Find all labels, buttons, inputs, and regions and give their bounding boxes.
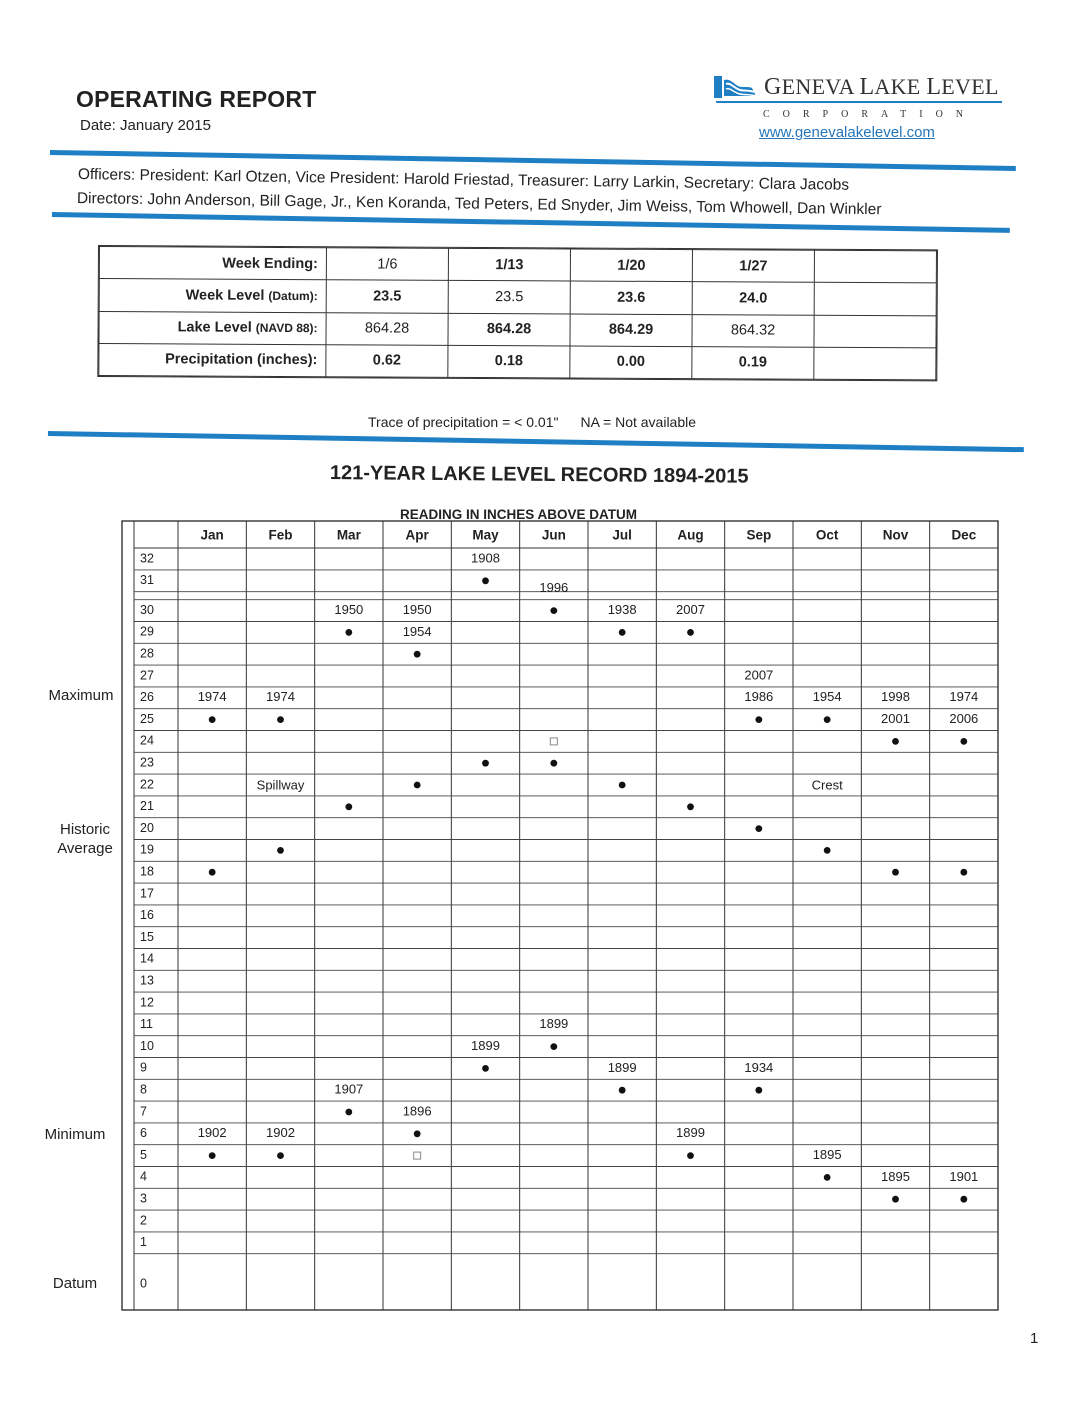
y-tick-label: 16 — [140, 908, 154, 923]
historic-average-point — [824, 847, 831, 854]
month-header: Oct — [815, 527, 839, 543]
table-cell: 1/20 — [570, 249, 692, 282]
minimum-point — [550, 1043, 557, 1050]
maximum-point — [824, 716, 831, 723]
maximum-point — [277, 716, 284, 723]
company-name-part-2: AKE — [874, 74, 927, 99]
month-header: Jul — [612, 527, 632, 543]
table-cell: 23.5 — [326, 280, 448, 313]
table-cell: 864.28 — [448, 313, 570, 346]
maximum-point — [687, 629, 694, 636]
y-tick-label: 11 — [140, 1017, 153, 1032]
minimum-point — [755, 1087, 762, 1094]
month-header: Aug — [677, 527, 704, 543]
y-tick-label: 14 — [140, 951, 154, 966]
y-tick-label: 20 — [140, 820, 154, 835]
historic-average-point — [414, 782, 421, 789]
y-tick-label: 4 — [140, 1169, 147, 1184]
minimum-point — [414, 1130, 421, 1137]
historic-average-point — [619, 782, 626, 789]
historic-average-point — [550, 760, 557, 767]
directors-line: Directors: John Anderson, Bill Gage, Jr., Ken Koranda, Ted Peters, Ed Snyder, Jim Weiss, Tom Whowell, Dan Winkler — [76, 190, 882, 219]
precipitation-label: Precipitation (inches): — [99, 343, 326, 376]
minimum-year-label: 1899 — [607, 1059, 637, 1075]
minimum-year-label: 1901 — [949, 1168, 979, 1184]
company-name-part-3: EVEL — [941, 74, 999, 99]
week-level-unit: (Datum): — [268, 288, 318, 304]
historic-average-point — [892, 869, 899, 876]
minimum-year-label: 1896 — [402, 1103, 432, 1119]
table-cell: 0.18 — [448, 345, 570, 378]
minimum-year-label: 1899 — [539, 1016, 569, 1032]
maximum-year-label: 1938 — [607, 602, 637, 618]
y-tick-label: 25 — [140, 711, 154, 726]
table-cell: 0.19 — [692, 346, 814, 379]
minimum-year-label: 1899 — [676, 1125, 705, 1141]
y-tick-label: 6 — [140, 1126, 147, 1141]
table-cell: 1/27 — [692, 250, 814, 283]
chart-frame — [122, 521, 998, 1310]
maximum-year-label: 2001 — [881, 711, 910, 727]
minimum-point — [277, 1152, 284, 1159]
y-tick-label: 32 — [140, 551, 154, 566]
maximum-year-label: 1998 — [881, 689, 910, 705]
y-tick-label: 8 — [140, 1082, 147, 1097]
maximum-year-label: 1950 — [402, 602, 432, 618]
y-tick-label: 17 — [140, 886, 154, 901]
lake-level-unit: (NAVD 88): — [255, 320, 318, 336]
minimum-point — [209, 1152, 216, 1159]
table-cell: 23.5 — [448, 281, 570, 314]
minimum-point — [824, 1174, 831, 1181]
maximum-point — [482, 577, 489, 584]
maximum-point — [619, 629, 626, 636]
maximum-point — [960, 738, 967, 745]
minimum-year-label: 1895 — [812, 1147, 842, 1163]
maximum-year-label: 1974 — [197, 689, 227, 705]
y-tick-label: 3 — [140, 1191, 147, 1206]
y-tick-label: 19 — [140, 842, 154, 857]
minimum-year-label: 1934 — [744, 1059, 774, 1075]
y-tick-label: 18 — [140, 864, 154, 879]
company-name-initial-l2: L — [926, 74, 942, 100]
week-level-label-text: Week Level — [185, 287, 265, 304]
y-tick-label: 2 — [140, 1213, 147, 1228]
month-header: May — [472, 527, 499, 543]
historic-average-point — [687, 803, 694, 810]
month-header: Sep — [746, 527, 772, 543]
month-header: Feb — [268, 527, 293, 543]
historic-label: Historic — [59, 821, 110, 838]
y-tick-label: 10 — [140, 1038, 154, 1053]
y-tick-label: 26 — [140, 690, 154, 705]
y-tick-label: 24 — [140, 733, 154, 748]
historic-average-point — [345, 803, 352, 810]
minimum-year-label: 1902 — [266, 1125, 295, 1141]
historic-average-point — [960, 869, 967, 876]
minimum-point — [482, 1065, 489, 1072]
y-tick-label: 12 — [140, 995, 154, 1010]
y-tick-label: 29 — [140, 624, 154, 639]
company-name-initial-l1: L — [859, 74, 875, 100]
maximum-point — [755, 716, 762, 723]
maximum-point — [892, 738, 899, 745]
maximum-year-label: 1986 — [744, 689, 774, 705]
maximum-year-label: 2007 — [744, 667, 774, 683]
y-tick-label: 0 — [140, 1276, 147, 1291]
report-title: OPERATING REPORT — [76, 86, 317, 112]
y-tick-label: 27 — [140, 668, 154, 683]
maximum-year-label: 1954 — [402, 623, 432, 639]
officers-line: Officers: President: Karl Otzen, Vice President: Harold Friestad, Treasurer: Larry Larkin, Secretary: Clara Jacobs — [77, 166, 850, 194]
maximum-year-label: 2007 — [676, 602, 705, 618]
minimum-point — [960, 1196, 967, 1203]
minimum-point — [687, 1152, 694, 1159]
minimum-label: Minimum — [44, 1126, 106, 1143]
na-note: NA = Not available — [580, 414, 697, 430]
minimum-point — [345, 1109, 352, 1116]
historic-average-point — [482, 760, 489, 767]
month-header: Jan — [200, 527, 224, 543]
maximum-point — [345, 629, 352, 636]
y-tick-label: 23 — [140, 755, 154, 770]
maximum-point — [550, 607, 557, 614]
website-link[interactable]: www.genevalakelevel.com — [759, 124, 935, 141]
week-ending-label: Week Ending: — [99, 247, 326, 280]
y-tick-label: 22 — [140, 777, 154, 792]
maximum-year-label: 1996 — [539, 580, 569, 596]
y-tick-label: 13 — [140, 973, 154, 988]
maximum-point — [414, 651, 421, 658]
table-cell: 864.29 — [570, 313, 692, 346]
y-tick-label: 30 — [140, 602, 154, 617]
maximum-year-label: 1908 — [471, 550, 500, 566]
table-cell: 0.00 — [570, 346, 692, 379]
annotation-label: Crest — [811, 777, 843, 793]
minimum-year-label: 1899 — [471, 1038, 500, 1054]
table-cell: 0.62 — [326, 344, 448, 377]
month-header: Jun — [541, 527, 566, 543]
table-cell: 24.0 — [692, 282, 814, 315]
month-header: Apr — [405, 527, 429, 543]
current-reading-marker — [550, 738, 557, 745]
minimum-year-label: 1907 — [334, 1081, 364, 1097]
month-header: Nov — [882, 527, 909, 543]
table-cell: 1/13 — [448, 248, 570, 281]
maximum-year-label: 1954 — [812, 689, 842, 705]
annotation-label: Spillway — [256, 777, 305, 793]
historic-average-point — [755, 825, 762, 832]
current-reading-marker — [414, 1152, 421, 1159]
month-header: Mar — [336, 527, 361, 543]
y-tick-label: 5 — [140, 1147, 147, 1162]
table-cell: 1/6 — [326, 248, 448, 281]
month-header: Dec — [951, 527, 977, 543]
table-cell: 864.28 — [326, 312, 448, 345]
maximum-year-label: 1950 — [334, 602, 364, 618]
minimum-point — [892, 1196, 899, 1203]
average-label: Average — [57, 840, 113, 857]
trace-note: Trace of precipitation = < 0.01" — [368, 414, 559, 430]
historic-average-point — [277, 847, 284, 854]
y-tick-label: 7 — [140, 1104, 147, 1119]
maximum-label: Maximum — [48, 687, 114, 704]
table-cell: 864.32 — [692, 314, 814, 347]
record-subtitle: READING IN INCHES ABOVE DATUM — [400, 507, 638, 522]
company-subtitle: CORPORATION — [763, 109, 977, 120]
company-name-initial-g: G — [764, 74, 782, 100]
maximum-point — [209, 716, 216, 723]
historic-average-point — [209, 869, 216, 876]
minimum-year-label: 1895 — [881, 1168, 910, 1184]
y-tick-label: 31 — [140, 573, 154, 588]
maximum-year-label: 2006 — [949, 711, 979, 727]
minimum-point — [619, 1087, 626, 1094]
lake-level-label-text: Lake Level — [177, 319, 252, 336]
table-cell: 23.6 — [570, 281, 692, 314]
y-tick-label: 28 — [140, 646, 154, 661]
minimum-year-label: 1902 — [197, 1125, 227, 1141]
record-title: 121-YEAR LAKE LEVEL RECORD 1894-2015 — [329, 462, 749, 488]
y-tick-label: 15 — [140, 929, 154, 944]
maximum-year-label: 1974 — [949, 689, 979, 705]
y-tick-label: 21 — [140, 799, 154, 814]
report-date: Date: January 2015 — [80, 117, 211, 134]
datum-label: Datum — [52, 1275, 98, 1292]
company-name-part-1: ENEVA — [781, 74, 860, 99]
maximum-year-label: 1974 — [266, 689, 295, 705]
y-tick-label: 9 — [140, 1060, 147, 1075]
y-tick-label: 1 — [140, 1235, 147, 1250]
page-number: 1 — [1030, 1330, 1039, 1347]
